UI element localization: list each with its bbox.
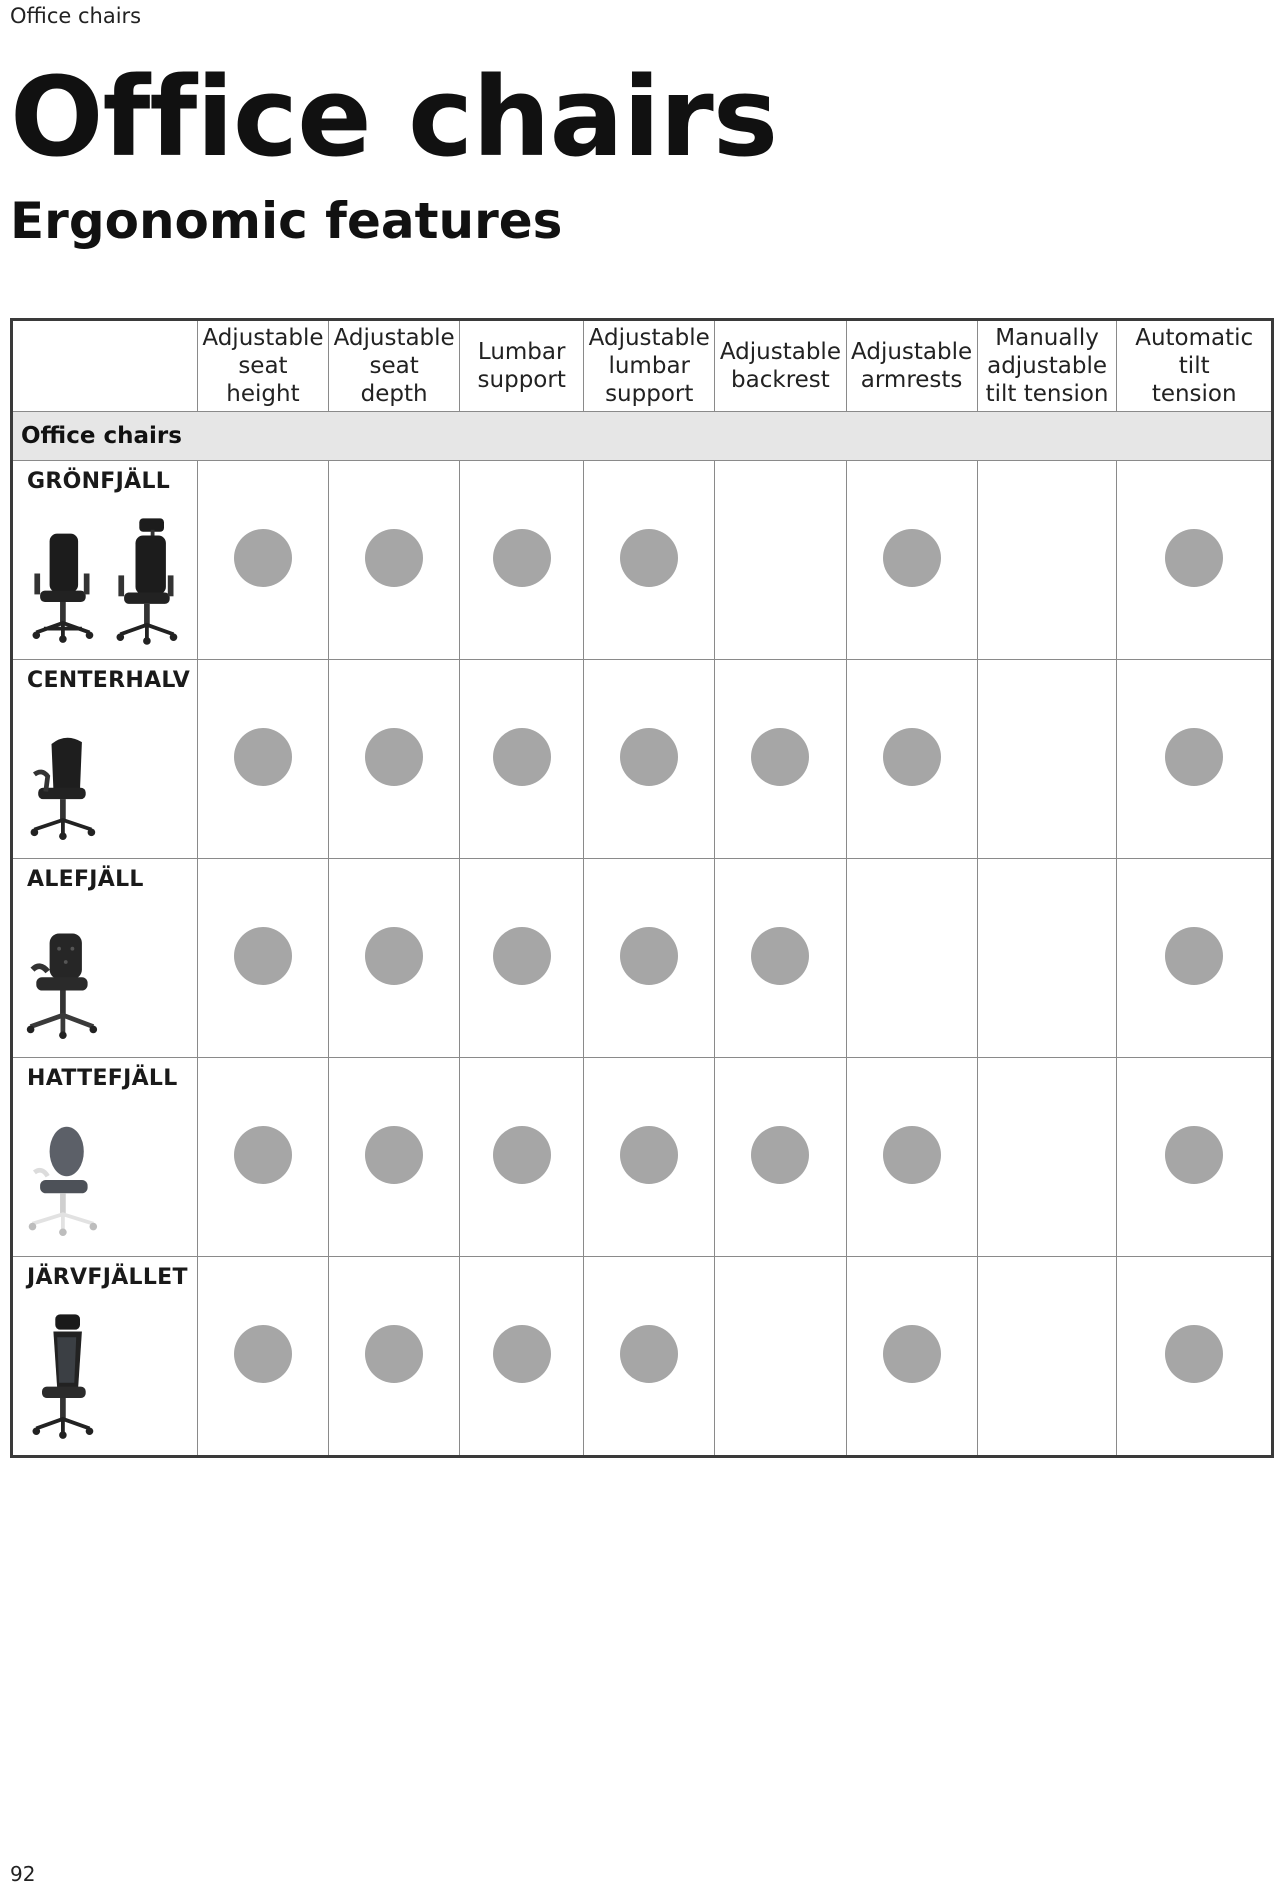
feature-cell xyxy=(715,859,846,1058)
feature-available-icon xyxy=(620,927,678,985)
feature-cell xyxy=(329,660,460,859)
feature-cell xyxy=(197,660,328,859)
feature-available-icon xyxy=(1165,927,1223,985)
chair-cell xyxy=(12,660,198,859)
chair-name: JÄRVFJÄLLET xyxy=(27,1265,188,1290)
chair-dark-headrest-image xyxy=(107,513,183,657)
feature-available-icon xyxy=(365,927,423,985)
feature-cell xyxy=(715,1058,846,1257)
feature-cell xyxy=(1117,461,1273,660)
feature-cell xyxy=(715,1257,846,1457)
feature-available-icon xyxy=(620,728,678,786)
feature-cell xyxy=(846,1257,977,1457)
chair-name: HATTEFJÄLL xyxy=(27,1066,178,1091)
feature-cell xyxy=(329,859,460,1058)
page-subtitle: Ergonomic features xyxy=(10,192,563,250)
feature-available-icon xyxy=(883,1126,941,1184)
feature-cell xyxy=(584,660,715,859)
feature-cell xyxy=(197,859,328,1058)
feature-cell xyxy=(584,1058,715,1257)
table-row xyxy=(12,461,1273,660)
chair-cell xyxy=(12,859,198,1058)
feature-cell xyxy=(977,461,1117,660)
chair-images xyxy=(23,513,183,657)
feature-cell xyxy=(460,1058,584,1257)
feature-cell xyxy=(329,461,460,660)
feature-available-icon xyxy=(234,529,292,587)
feature-cell xyxy=(329,1257,460,1457)
page-title: Office chairs xyxy=(10,53,778,181)
chair-name: ALEFJÄLL xyxy=(27,867,144,892)
page-number: 92 xyxy=(10,1862,36,1886)
feature-available-icon xyxy=(1165,1325,1223,1383)
feature-cell xyxy=(460,461,584,660)
chair-images xyxy=(23,911,99,1055)
chair-images xyxy=(23,1309,99,1453)
feature-available-icon xyxy=(883,1325,941,1383)
feature-available-icon xyxy=(493,529,551,587)
column-header: Manually adjustable tilt tension xyxy=(977,320,1117,412)
feature-cell xyxy=(846,1058,977,1257)
feature-available-icon xyxy=(234,1325,292,1383)
feature-available-icon xyxy=(365,1325,423,1383)
feature-cell xyxy=(460,859,584,1058)
column-header: Automatic tilt tension xyxy=(1117,320,1273,412)
feature-available-icon xyxy=(1165,728,1223,786)
column-header: Adjustable lumbar support xyxy=(584,320,715,412)
feature-available-icon xyxy=(493,1126,551,1184)
table-row xyxy=(12,859,1273,1058)
feature-available-icon xyxy=(365,728,423,786)
column-header: Adjustable backrest xyxy=(715,320,846,412)
feature-cell xyxy=(584,859,715,1058)
feature-cell xyxy=(715,660,846,859)
feature-available-icon xyxy=(620,1325,678,1383)
feature-cell xyxy=(584,1257,715,1457)
column-header: Adjustable seat depth xyxy=(329,320,460,412)
chair-leather-black-image xyxy=(23,911,99,1055)
feature-cell xyxy=(460,1257,584,1457)
feature-available-icon xyxy=(234,1126,292,1184)
column-header: Lumbar support xyxy=(460,320,584,412)
chair-images xyxy=(23,712,99,856)
table-row xyxy=(12,1257,1273,1457)
chair-name: GRÖNFJÄLL xyxy=(27,469,171,494)
feature-cell xyxy=(329,1058,460,1257)
ergonomic-features-table xyxy=(10,318,1274,1458)
feature-available-icon xyxy=(620,529,678,587)
feature-cell xyxy=(197,1257,328,1457)
feature-cell xyxy=(1117,1058,1273,1257)
section-row xyxy=(12,412,1273,461)
feature-cell xyxy=(846,461,977,660)
feature-available-icon xyxy=(883,728,941,786)
feature-cell xyxy=(460,660,584,859)
feature-cell xyxy=(1117,1257,1273,1457)
feature-available-icon xyxy=(365,1126,423,1184)
chair-cell xyxy=(12,461,198,660)
chair-cell xyxy=(12,1058,198,1257)
feature-available-icon xyxy=(493,728,551,786)
feature-available-icon xyxy=(493,927,551,985)
feature-available-icon xyxy=(751,927,809,985)
chair-grey-white-image xyxy=(23,1110,99,1254)
feature-available-icon xyxy=(620,1126,678,1184)
feature-cell xyxy=(584,461,715,660)
chair-name: CENTERHALV xyxy=(27,668,191,693)
feature-cell xyxy=(197,461,328,660)
feature-available-icon xyxy=(1165,529,1223,587)
feature-available-icon xyxy=(234,927,292,985)
column-header: Adjustable seat height xyxy=(197,320,328,412)
feature-available-icon xyxy=(493,1325,551,1383)
feature-cell xyxy=(977,1058,1117,1257)
chair-cell xyxy=(12,1257,198,1457)
feature-available-icon xyxy=(365,529,423,587)
feature-cell xyxy=(846,660,977,859)
feature-available-icon xyxy=(234,728,292,786)
chair-black-mesh-image xyxy=(23,712,99,856)
feature-available-icon xyxy=(1165,1126,1223,1184)
feature-cell xyxy=(1117,660,1273,859)
header-corner xyxy=(12,320,198,412)
header-row xyxy=(12,320,1273,412)
feature-cell xyxy=(715,461,846,660)
running-head: Office chairs xyxy=(10,4,142,28)
table-row xyxy=(12,1058,1273,1257)
feature-cell xyxy=(1117,859,1273,1058)
table-row xyxy=(12,660,1273,859)
column-header: Adjustable armrests xyxy=(846,320,977,412)
feature-available-icon xyxy=(883,529,941,587)
feature-available-icon xyxy=(751,728,809,786)
chair-black-headrest-image xyxy=(23,1309,99,1453)
feature-available-icon xyxy=(751,1126,809,1184)
feature-cell xyxy=(977,1257,1117,1457)
feature-cell xyxy=(977,859,1117,1058)
section-label: Office chairs xyxy=(12,412,1273,461)
feature-cell xyxy=(846,859,977,1058)
chair-images xyxy=(23,1110,99,1254)
chair-dark-mesh-image xyxy=(23,513,99,657)
feature-cell xyxy=(197,1058,328,1257)
feature-cell xyxy=(977,660,1117,859)
